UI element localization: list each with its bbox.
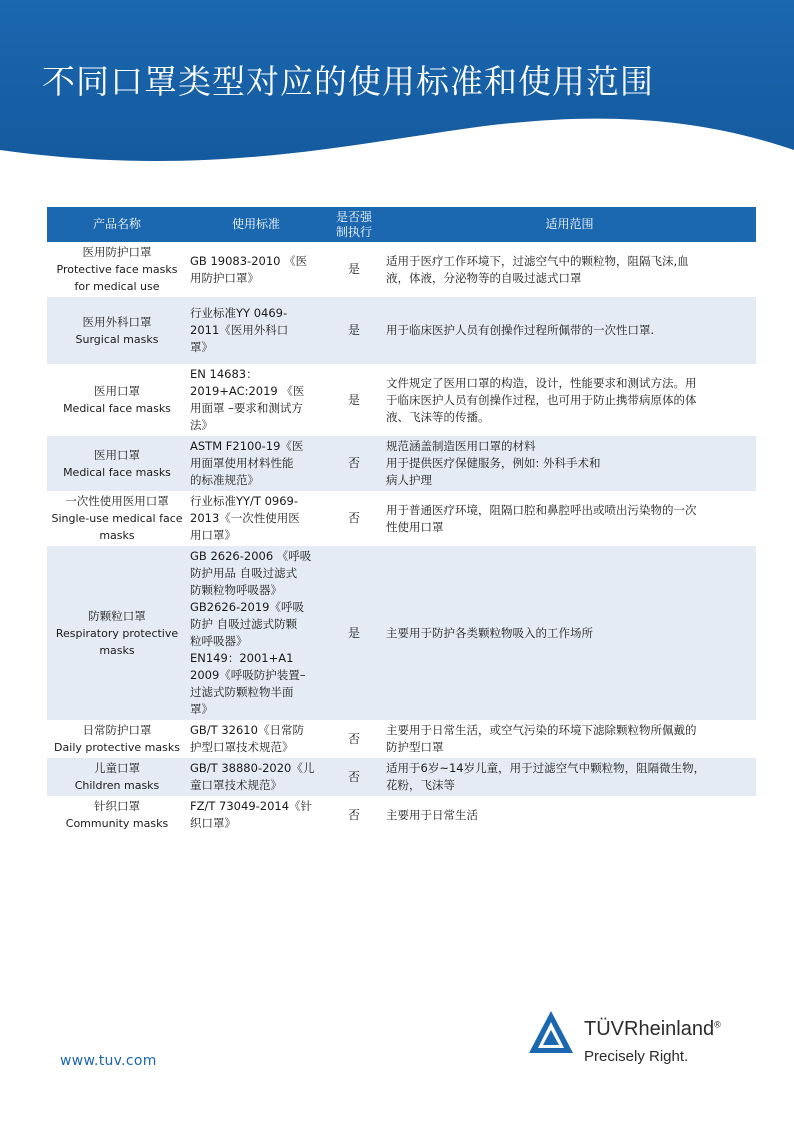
- cell-mandatory: [325, 491, 383, 546]
- cell-product-name: [47, 364, 187, 436]
- product-name-en: Protective face masks: [56, 263, 178, 276]
- standard-line: 过滤式防颗粒物半面: [190, 685, 294, 699]
- footer-url: www.tuv.com: [60, 1053, 157, 1069]
- mandatory-value: 是: [347, 323, 360, 337]
- product-name-en: Medical face masks: [63, 465, 171, 479]
- standard-line: 行业标准YY/T 0969-: [190, 494, 299, 508]
- cell-scope: [383, 297, 756, 364]
- scope-line: 病人护理: [386, 473, 432, 487]
- cell-product-name: [47, 796, 187, 834]
- product-name-zh: 日常防护口罩: [82, 723, 152, 737]
- standard-line: GB/T 32610《日常防: [190, 723, 304, 737]
- product-name-en: masks: [99, 529, 135, 542]
- table-row: [47, 297, 756, 364]
- scope-line: 主要用于日常生活: [386, 807, 478, 822]
- standard-line: 粒呼吸器》: [190, 634, 248, 648]
- cell-scope: [383, 242, 756, 297]
- mandatory-value: 否: [347, 769, 360, 784]
- scope-line: 文件规定了医用口罩的构造，设计，性能要求和测试方法。用: [386, 375, 697, 390]
- table-row: [47, 491, 756, 546]
- cell-mandatory: [325, 796, 383, 834]
- standard-line: 用面罩使用材料性能: [190, 456, 294, 470]
- table-row: [47, 364, 756, 436]
- page-title: 不同口罩类型对应的使用标准和使用范围: [42, 62, 654, 101]
- column-header-mandatory-text: 是否强制执行: [335, 209, 372, 239]
- table-row: [47, 242, 756, 297]
- mask-standards-table: [47, 207, 756, 834]
- standard-line: 护型口罩技术规范》: [190, 740, 294, 754]
- standard-line: GB2626-2019《呼吸: [190, 600, 304, 614]
- table-header-row: [47, 207, 756, 242]
- tuv-triangle-icon: [528, 1010, 574, 1054]
- cell-standard: [187, 720, 325, 758]
- standard-line: 童口罩技术规范》: [190, 778, 282, 792]
- mandatory-value: 否: [347, 456, 360, 470]
- cell-scope: [383, 491, 756, 546]
- table-row: [47, 436, 756, 491]
- cell-product-name: [47, 436, 187, 491]
- cell-mandatory: [325, 364, 383, 436]
- scope-line: 主要用于防护各类颗粒物吸入的工作场所: [386, 625, 593, 640]
- cell-standard: [187, 297, 325, 364]
- cell-scope: [383, 546, 756, 720]
- table-row: [47, 546, 756, 720]
- cell-product-name: [47, 491, 187, 546]
- cell-standard: [187, 364, 325, 436]
- scope-line: 规范涵盖制造医用口罩的材料: [386, 439, 536, 453]
- table-row: [47, 758, 756, 796]
- column-header-scope: 适用范围: [383, 207, 756, 242]
- product-name-en: Single-use medical face: [51, 512, 183, 525]
- cell-mandatory: [325, 546, 383, 720]
- product-name-zh: 针织口罩: [94, 799, 140, 813]
- product-name-en: Children masks: [74, 779, 160, 792]
- standard-line: 织口罩》: [190, 816, 236, 830]
- cell-mandatory: [325, 758, 383, 796]
- product-name-zh: 一次性使用医用口罩: [65, 494, 169, 508]
- standard-line: 防护用品 自吸过滤式: [190, 566, 298, 580]
- cell-product-name: [47, 242, 187, 297]
- product-name-zh: 医用外科口罩: [82, 314, 152, 329]
- standard-line: ASTM F2100-19《医: [190, 439, 304, 453]
- scope-line: 用于提供医疗保健服务，例如: 外科手术和: [386, 456, 601, 470]
- product-name-en: for medical use: [74, 280, 160, 293]
- product-name-en: masks: [99, 643, 135, 657]
- standard-line: 的标准规范》: [190, 473, 259, 487]
- table-row: [47, 796, 756, 834]
- standard-line: GB/T 38880-2020《儿: [190, 761, 315, 775]
- scope-line: 花粉，飞沫等: [386, 778, 455, 792]
- scope-line: 主要用于日常生活，或空气污染的环境下滤除颗粒物所佩戴的: [386, 723, 697, 737]
- standard-line: 用防护口罩》: [190, 270, 259, 285]
- table-body: [47, 242, 756, 834]
- column-header-standard: 使用标准: [187, 207, 325, 242]
- standard-line: 用口罩》: [190, 528, 236, 542]
- product-name-zh: 儿童口罩: [94, 761, 140, 775]
- standard-line: 防颗粒物呼吸器》: [190, 583, 282, 597]
- brand-name: [584, 1018, 721, 1041]
- product-name-zh: 医用口罩: [94, 447, 140, 462]
- cell-standard: [187, 436, 325, 491]
- scope-line: 性使用口罩: [386, 519, 444, 534]
- scope-line: 适用于6岁~14岁儿童，用于过滤空气中颗粒物，阻隔微生物，: [386, 761, 706, 775]
- scope-line: 液、飞沫等的传播。: [386, 409, 490, 424]
- mandatory-value: 是: [347, 262, 360, 276]
- cell-mandatory: [325, 242, 383, 297]
- standard-line: 罩》: [190, 702, 213, 716]
- scope-line: 液，体液，分泌物等的自吸过滤式口罩: [386, 270, 582, 285]
- standard-line: 2013《一次性使用医: [190, 511, 300, 525]
- cell-scope: [383, 796, 756, 834]
- standard-line: GB 2626-2006 《呼吸: [190, 549, 312, 563]
- table-row: [47, 720, 756, 758]
- cell-mandatory: [325, 720, 383, 758]
- standard-line: 2009《呼吸防护装置–: [190, 668, 306, 682]
- product-name-en: Medical face masks: [63, 402, 171, 415]
- cell-standard: [187, 758, 325, 796]
- product-name-en: Daily protective masks: [54, 741, 180, 754]
- brand-tagline: Precisely Right.: [584, 1048, 689, 1065]
- standard-line: FZ/T 73049-2014《针: [190, 799, 313, 813]
- standard-line: 罩》: [190, 340, 213, 354]
- cell-mandatory: [325, 436, 383, 491]
- standard-line: EN 14683：: [190, 367, 258, 381]
- cell-scope: [383, 720, 756, 758]
- product-name-zh: 医用口罩: [94, 384, 140, 398]
- cell-standard: [187, 796, 325, 834]
- cell-standard: [187, 546, 325, 720]
- standard-line: 行业标准YY 0469-: [190, 306, 288, 320]
- standard-line: 用面罩 –要求和测试方: [190, 401, 303, 415]
- brand-registered-mark: ®: [714, 1019, 721, 1030]
- mandatory-value: 否: [347, 731, 360, 746]
- scope-line: 防护型口罩: [386, 740, 444, 754]
- standard-line: GB 19083-2010 《医: [190, 253, 308, 268]
- mandatory-value: 是: [347, 392, 360, 407]
- product-name-zh: 防颗粒口罩: [88, 608, 146, 623]
- product-name-en: Community masks: [65, 817, 169, 830]
- scope-line: 用于临床医护人员有创操作过程所佩带的一次性口罩.: [386, 323, 655, 337]
- product-name-en: Surgical masks: [75, 332, 159, 346]
- cell-product-name: [47, 546, 187, 720]
- cell-scope: [383, 364, 756, 436]
- brand-name-text: TÜVRheinland: [584, 1018, 715, 1040]
- product-name-zh: 医用防护口罩: [82, 245, 152, 259]
- standard-line: EN149：2001+A1: [190, 651, 294, 665]
- standard-line: 防护 自吸过滤式防颗: [190, 617, 298, 631]
- product-name-en: Respiratory protective: [55, 626, 179, 640]
- cell-standard: [187, 242, 325, 297]
- mandatory-value: 否: [347, 807, 360, 822]
- cell-product-name: [47, 758, 187, 796]
- mandatory-value: 否: [347, 511, 360, 525]
- tuv-rheinland-logo: [528, 1008, 768, 1078]
- mandatory-value: 是: [347, 625, 360, 640]
- scope-line: 适用于医疗工作环境下，过滤空气中的颗粒物，阻隔飞沫,血: [386, 253, 689, 268]
- cell-scope: [383, 436, 756, 491]
- column-header-mandatory: [325, 207, 383, 242]
- standard-line: 2011《医用外科口: [190, 323, 289, 337]
- scope-line: 用于普通医疗环境，阻隔口腔和鼻腔呼出或喷出污染物的一次: [386, 502, 697, 517]
- cell-product-name: [47, 297, 187, 364]
- cell-product-name: [47, 720, 187, 758]
- scope-line: 于临床医护人员有创操作过程，也可用于防止携带病原体的体: [386, 392, 697, 407]
- cell-scope: [383, 758, 756, 796]
- column-header-product-name: 产品名称: [47, 207, 187, 242]
- standard-line: 法》: [190, 418, 213, 432]
- standard-line: 2019+AC:2019 《医: [190, 384, 305, 398]
- cell-mandatory: [325, 297, 383, 364]
- cell-standard: [187, 491, 325, 546]
